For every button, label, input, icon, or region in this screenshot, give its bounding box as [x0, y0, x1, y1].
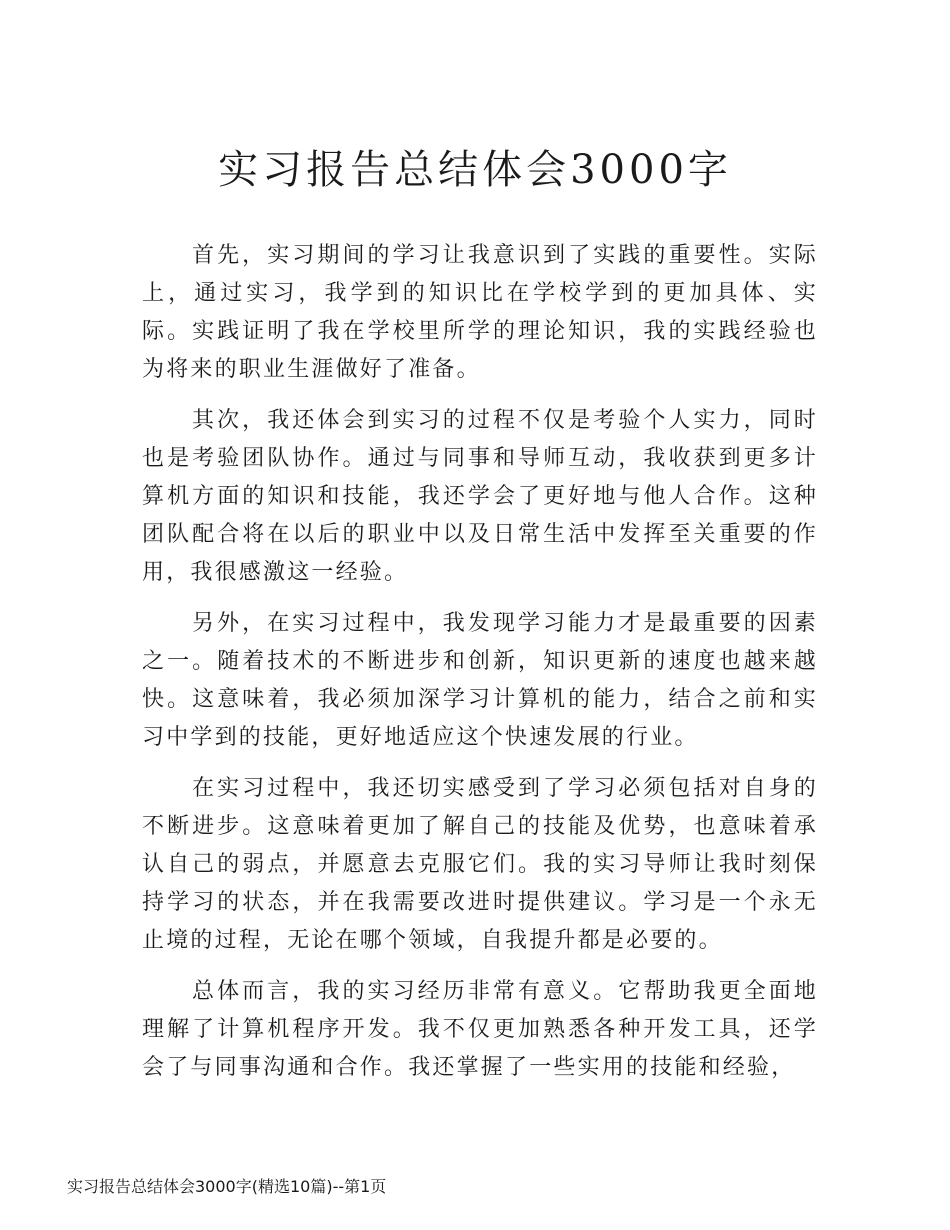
paragraph: 在实习过程中，我还切实感受到了学习必须包括对自身的不断进步。这意味着更加了解自己的技能及优势，也意味着承认自己的弱点，并愿意去克服它们。我的实习导师让我时刻保持学习的状态，并在我需要改进时提供建议。学习是一个永无止境的过程，无论在哪个领域，自我提升都是必要的。 — [142, 776, 818, 953]
page-footer: 实习报告总结体会3000字(精选10篇)--第1页 — [67, 1177, 387, 1196]
paragraph: 总体而言，我的实习经历非常有意义。它帮助我更全面地理解了计算机程序开发。我不仅更加熟悉各种开发工具，还学会了与同事沟通和合作。我还掌握了一些实用的技能和经验， — [142, 979, 818, 1080]
paragraph: 首先，实习期间的学习让我意识到了实践的重要性。实际上，通过实习，我学到的知识比在学校学到的更加具体、实际。实践证明了我在学校里所学的理论知识，我的实践经验也为将来的职业生涯做好了准备。 — [142, 243, 818, 382]
document-body — [142, 237, 818, 1100]
paragraph: 其次，我还体会到实习的过程不仅是考验个人实力，同时也是考验团队协作。通过与同事和导师互动，我收获到更多计算机方面的知识和技能，我还学会了更好地与他人合作。这种团队配合将在以后的职业中以及日常生活中发挥至关重要的作用，我很感激这一经验。 — [142, 408, 818, 585]
document-title: 实习报告总结体会3000字 — [218, 147, 732, 193]
paragraph: 另外，在实习过程中，我发现学习能力才是最重要的因素之一。随着技术的不断进步和创新，知识更新的速度也越来越快。这意味着，我必须加深学习计算机的能力，结合之前和实习中学到的技能，更好地适应这个快速发展的行业。 — [142, 611, 818, 750]
